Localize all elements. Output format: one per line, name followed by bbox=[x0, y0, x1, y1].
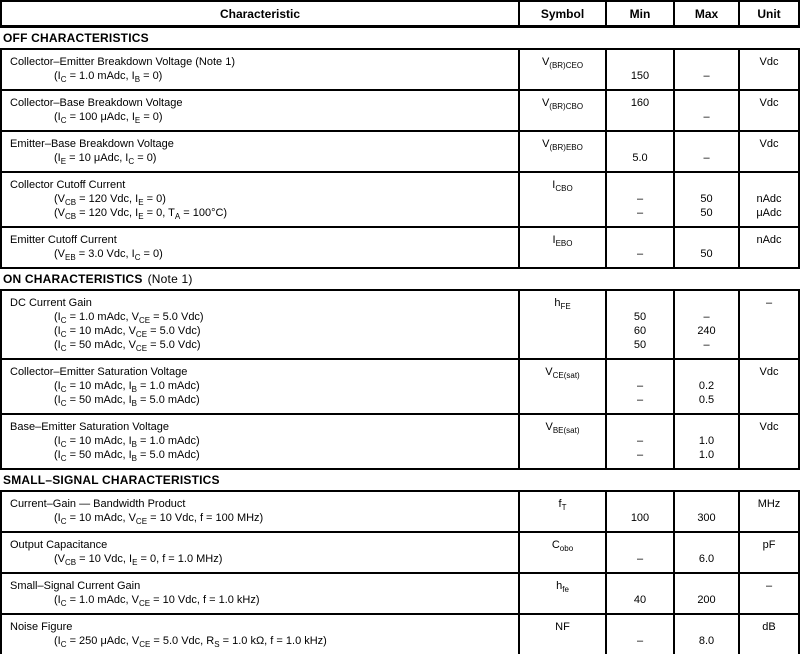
min-cell bbox=[605, 415, 673, 468]
unit-cell bbox=[738, 360, 798, 413]
min-value: 60 bbox=[633, 325, 647, 337]
unit-value: dB bbox=[762, 621, 776, 633]
condition-line: ($I_C = 50$ mAdc, $V_{CE} = 5.0$ Vdc) bbox=[54, 339, 201, 354]
min-value: – bbox=[636, 207, 644, 219]
condition-line: ($I_E = 10$ μAdc, $I_C = 0$) bbox=[54, 152, 157, 167]
max-value bbox=[675, 538, 738, 552]
max-value bbox=[675, 420, 738, 434]
unit-cell bbox=[738, 291, 798, 358]
condition-line: ($V_{EB} = 3.0$ Vdc, $I_C = 0$) bbox=[54, 248, 163, 263]
characteristic-cell bbox=[2, 132, 518, 171]
symbol-value bbox=[520, 593, 605, 607]
max-value bbox=[675, 137, 738, 151]
table-header-row bbox=[0, 0, 800, 28]
unit-value bbox=[740, 511, 798, 525]
symbol-value: $V_{(BR)CEO}$ bbox=[541, 56, 584, 71]
unit-value bbox=[740, 593, 798, 607]
max-cell bbox=[673, 291, 738, 358]
symbol-value: $V_{CE(sat)}$ bbox=[545, 366, 580, 381]
max-value: – bbox=[703, 311, 710, 323]
symbol-value: $f_T$ bbox=[558, 498, 567, 513]
unit-value bbox=[740, 634, 798, 648]
unit-cell bbox=[738, 50, 798, 89]
max-value bbox=[675, 579, 738, 593]
table-row bbox=[2, 89, 798, 130]
condition-line: ($V_{CB} = 120$ Vdc, $I_E = 0$, $T_A = 100^\circ C$) bbox=[54, 207, 228, 222]
symbol-value bbox=[520, 552, 605, 566]
table-row bbox=[2, 572, 798, 613]
characteristic-cell bbox=[2, 360, 518, 413]
unit-cell bbox=[738, 132, 798, 171]
section-table-on-characteristics bbox=[0, 289, 800, 470]
symbol-value: $V_{(BR)CBO}$ bbox=[541, 97, 584, 112]
characteristic-title: Current–Gain — Bandwidth Product bbox=[10, 498, 186, 510]
unit-cell bbox=[738, 91, 798, 130]
min-value: 50 bbox=[633, 311, 647, 323]
unit-cell bbox=[738, 615, 798, 654]
section-note-text: (Note 1) bbox=[147, 272, 193, 286]
unit-cell bbox=[738, 228, 798, 267]
symbol-cell bbox=[518, 574, 605, 613]
symbol-value: $V_{(BR)EBO}$ bbox=[542, 138, 583, 153]
unit-cell bbox=[738, 574, 798, 613]
unit-value bbox=[740, 69, 798, 83]
max-value bbox=[675, 497, 738, 511]
section-header-small-signal-characteristics bbox=[0, 470, 800, 490]
max-value bbox=[675, 620, 738, 634]
min-cell bbox=[605, 91, 673, 130]
min-value: – bbox=[636, 553, 644, 565]
table-row bbox=[2, 50, 798, 89]
min-value bbox=[607, 420, 673, 434]
table-row bbox=[2, 613, 798, 654]
unit-value: – bbox=[765, 297, 773, 309]
symbol-value bbox=[520, 434, 605, 448]
min-value bbox=[607, 233, 673, 247]
condition-line: ($I_C = 250$ μAdc, $V_{CE} = 5.0$ Vdc, $R_S = 1.0$ kΩ, f = 1.0 kHz) bbox=[54, 635, 327, 650]
max-value: 50 bbox=[700, 193, 713, 205]
symbol-value: $V_{BE(sat)}$ bbox=[545, 421, 580, 436]
condition-line: ($I_C = 10$ mAdc, $I_B = 1.0$ mAdc) bbox=[54, 435, 200, 450]
min-value bbox=[607, 137, 673, 151]
max-value: 6.0 bbox=[698, 553, 715, 565]
characteristic-cell bbox=[2, 574, 518, 613]
symbol-value: $I_{EBO}$ bbox=[552, 234, 573, 249]
characteristic-title: Output Capacitance bbox=[10, 539, 108, 551]
table-row bbox=[2, 291, 798, 358]
max-value: 300 bbox=[697, 512, 716, 524]
symbol-cell bbox=[518, 91, 605, 130]
characteristic-cell bbox=[2, 228, 518, 267]
min-value bbox=[607, 110, 673, 124]
characteristic-title: Base–Emitter Saturation Voltage bbox=[10, 421, 169, 433]
min-value: 150 bbox=[630, 70, 650, 82]
unit-value: nAdc bbox=[756, 193, 782, 205]
section-title-text: OFF CHARACTERISTICS bbox=[3, 31, 149, 45]
characteristic-title: DC Current Gain bbox=[10, 297, 92, 309]
condition-line: ($I_C = 10$ mAdc, $V_{CE} = 10$ Vdc, f = 100 MHz) bbox=[54, 512, 264, 527]
condition-line: ($V_{CB} = 10$ Vdc, $I_E = 0$, f = 1.0 MHz) bbox=[54, 553, 223, 568]
table-row bbox=[2, 531, 798, 572]
max-value bbox=[675, 96, 738, 110]
max-value bbox=[675, 178, 738, 192]
min-value: 100 bbox=[630, 512, 650, 524]
max-cell bbox=[673, 492, 738, 531]
section-title-text: ON CHARACTERISTICS bbox=[3, 272, 143, 286]
characteristic-cell bbox=[2, 173, 518, 226]
condition-line: ($I_C = 1.0$ mAdc, $V_{CE} = 5.0$ Vdc) bbox=[54, 311, 204, 326]
symbol-value: $I_{CBO}$ bbox=[552, 179, 573, 194]
header-symbol: Symbol bbox=[518, 2, 605, 25]
unit-cell bbox=[738, 173, 798, 226]
table-row bbox=[2, 492, 798, 531]
unit-value: – bbox=[765, 580, 773, 592]
max-value: – bbox=[703, 152, 710, 164]
max-value: 50 bbox=[700, 248, 713, 260]
symbol-cell bbox=[518, 132, 605, 171]
header-min: Min bbox=[605, 2, 673, 25]
symbol-value: $C_{obo}$ bbox=[551, 539, 574, 554]
max-value: – bbox=[703, 339, 710, 351]
max-cell bbox=[673, 132, 738, 171]
header-max: Max bbox=[673, 2, 738, 25]
unit-value bbox=[740, 151, 798, 165]
max-cell bbox=[673, 228, 738, 267]
min-cell bbox=[605, 173, 673, 226]
condition-line: ($I_C = 10$ mAdc, $I_B = 1.0$ mAdc) bbox=[54, 380, 200, 395]
min-value: – bbox=[636, 449, 644, 461]
min-value bbox=[607, 579, 673, 593]
characteristic-cell bbox=[2, 50, 518, 89]
symbol-cell bbox=[518, 615, 605, 654]
section-header-on-characteristics bbox=[0, 269, 800, 289]
table-row bbox=[2, 413, 798, 468]
max-value: 8.0 bbox=[698, 635, 715, 647]
max-cell bbox=[673, 91, 738, 130]
min-cell bbox=[605, 574, 673, 613]
min-value bbox=[607, 178, 673, 192]
min-value: – bbox=[636, 635, 644, 647]
characteristic-title: Emitter Cutoff Current bbox=[10, 234, 117, 246]
symbol-value bbox=[520, 379, 605, 393]
unit-value: Vdc bbox=[759, 421, 779, 433]
min-value bbox=[607, 538, 673, 552]
min-value: 160 bbox=[630, 97, 650, 109]
min-cell bbox=[605, 132, 673, 171]
symbol-value: $h_{FE}$ bbox=[554, 297, 571, 312]
max-value: 200 bbox=[697, 594, 716, 606]
max-value: 1.0 bbox=[698, 449, 715, 461]
characteristic-title: Emitter–Base Breakdown Voltage bbox=[10, 138, 174, 150]
unit-value bbox=[740, 338, 798, 352]
unit-value bbox=[740, 247, 798, 261]
max-value: 1.0 bbox=[698, 435, 715, 447]
max-value bbox=[675, 296, 738, 310]
condition-line: ($I_C = 1.0$ mAdc, $V_{CE} = 10$ Vdc, f = 1.0 kHz) bbox=[54, 594, 260, 609]
min-value: 5.0 bbox=[632, 152, 648, 164]
max-value: 50 bbox=[700, 207, 713, 219]
header-characteristic: Characteristic bbox=[219, 6, 301, 21]
characteristic-cell bbox=[2, 91, 518, 130]
unit-value bbox=[740, 379, 798, 393]
condition-line: ($I_C = 10$ mAdc, $V_{CE} = 5.0$ Vdc) bbox=[54, 325, 201, 340]
condition-line: ($V_{CB} = 120$ Vdc, $I_E = 0$) bbox=[54, 193, 166, 208]
min-value: – bbox=[636, 380, 644, 392]
max-cell bbox=[673, 360, 738, 413]
min-cell bbox=[605, 360, 673, 413]
symbol-cell bbox=[518, 291, 605, 358]
unit-value bbox=[740, 110, 798, 124]
symbol-cell bbox=[518, 50, 605, 89]
max-value: – bbox=[703, 111, 710, 123]
symbol-cell bbox=[518, 360, 605, 413]
max-cell bbox=[673, 415, 738, 468]
characteristic-cell bbox=[2, 291, 518, 358]
unit-value bbox=[740, 324, 798, 338]
max-value: 0.5 bbox=[698, 394, 715, 406]
symbol-value bbox=[520, 247, 605, 261]
section-table-off-characteristics bbox=[0, 48, 800, 269]
max-cell bbox=[673, 533, 738, 572]
max-value: – bbox=[703, 70, 710, 82]
min-value bbox=[607, 55, 673, 69]
max-value bbox=[675, 233, 738, 247]
characteristic-cell bbox=[2, 615, 518, 654]
section-title-text: SMALL–SIGNAL CHARACTERISTICS bbox=[3, 473, 220, 487]
max-value: 240 bbox=[697, 325, 716, 337]
symbol-value bbox=[520, 310, 605, 324]
unit-cell bbox=[738, 415, 798, 468]
symbol-value bbox=[520, 338, 605, 352]
table-row bbox=[2, 130, 798, 171]
unit-value: μAdc bbox=[756, 207, 782, 219]
characteristic-title: Collector–Base Breakdown Voltage bbox=[10, 97, 183, 109]
unit-cell bbox=[738, 492, 798, 531]
characteristic-title: Small–Signal Current Gain bbox=[10, 580, 141, 592]
symbol-value bbox=[520, 324, 605, 338]
max-cell bbox=[673, 574, 738, 613]
symbol-value bbox=[520, 69, 605, 83]
condition-line: ($I_C = 100$ μAdc, $I_E = 0$) bbox=[54, 111, 163, 126]
min-value bbox=[607, 296, 673, 310]
min-cell bbox=[605, 50, 673, 89]
min-cell bbox=[605, 615, 673, 654]
symbol-value bbox=[520, 511, 605, 525]
symbol-value bbox=[520, 448, 605, 462]
unit-value: Vdc bbox=[759, 366, 779, 378]
symbol-cell bbox=[518, 228, 605, 267]
symbol-value bbox=[520, 393, 605, 407]
table-row bbox=[2, 171, 798, 226]
symbol-value bbox=[520, 634, 605, 648]
min-value: 50 bbox=[633, 339, 647, 351]
header-unit: Unit bbox=[738, 2, 798, 25]
section-table-small-signal-characteristics bbox=[0, 490, 800, 654]
unit-value bbox=[740, 448, 798, 462]
unit-value bbox=[740, 393, 798, 407]
characteristic-cell bbox=[2, 492, 518, 531]
characteristic-title: Collector–Emitter Saturation Voltage bbox=[10, 366, 188, 378]
symbol-value: $h_{fe}$ bbox=[556, 580, 569, 595]
characteristic-title: Noise Figure bbox=[10, 621, 73, 633]
symbol-cell bbox=[518, 415, 605, 468]
min-value: – bbox=[636, 394, 644, 406]
min-value: – bbox=[636, 193, 644, 205]
characteristic-title: Collector–Emitter Breakdown Voltage (Note 1) bbox=[10, 56, 235, 68]
section-header-off-characteristics bbox=[0, 28, 800, 48]
unit-value: Vdc bbox=[759, 97, 779, 109]
max-value bbox=[675, 55, 738, 69]
symbol-value bbox=[520, 110, 605, 124]
unit-value: MHz bbox=[757, 498, 781, 510]
min-value: – bbox=[636, 248, 644, 260]
max-value bbox=[675, 365, 738, 379]
min-cell bbox=[605, 291, 673, 358]
table-row bbox=[2, 358, 798, 413]
unit-value: nAdc bbox=[756, 234, 782, 246]
max-cell bbox=[673, 173, 738, 226]
symbol-value: NF bbox=[555, 621, 570, 633]
condition-line: ($I_C = 50$ mAdc, $I_B = 5.0$ mAdc) bbox=[54, 394, 200, 409]
unit-value: pF bbox=[762, 539, 776, 551]
unit-value bbox=[740, 178, 798, 192]
unit-cell bbox=[738, 533, 798, 572]
min-value bbox=[607, 620, 673, 634]
symbol-cell bbox=[518, 173, 605, 226]
min-value: 40 bbox=[633, 594, 647, 606]
min-value bbox=[607, 497, 673, 511]
symbol-value bbox=[520, 192, 605, 206]
symbol-cell bbox=[518, 533, 605, 572]
max-cell bbox=[673, 615, 738, 654]
characteristic-cell bbox=[2, 533, 518, 572]
min-cell bbox=[605, 533, 673, 572]
max-cell bbox=[673, 50, 738, 89]
unit-value bbox=[740, 552, 798, 566]
min-value bbox=[607, 365, 673, 379]
symbol-cell bbox=[518, 492, 605, 531]
unit-value: Vdc bbox=[759, 138, 779, 150]
unit-value bbox=[740, 310, 798, 324]
symbol-value bbox=[520, 151, 605, 165]
min-value: – bbox=[636, 435, 644, 447]
characteristic-title: Collector Cutoff Current bbox=[10, 179, 126, 191]
condition-line: ($I_C = 50$ mAdc, $I_B = 5.0$ mAdc) bbox=[54, 449, 200, 464]
min-cell bbox=[605, 228, 673, 267]
unit-value bbox=[740, 434, 798, 448]
characteristic-cell bbox=[2, 415, 518, 468]
min-cell bbox=[605, 492, 673, 531]
max-value: 0.2 bbox=[698, 380, 715, 392]
symbol-value bbox=[520, 206, 605, 220]
table-row bbox=[2, 226, 798, 267]
condition-line: ($I_C = 1.0$ mAdc, $I_B = 0$) bbox=[54, 70, 163, 85]
unit-value: Vdc bbox=[759, 56, 779, 68]
